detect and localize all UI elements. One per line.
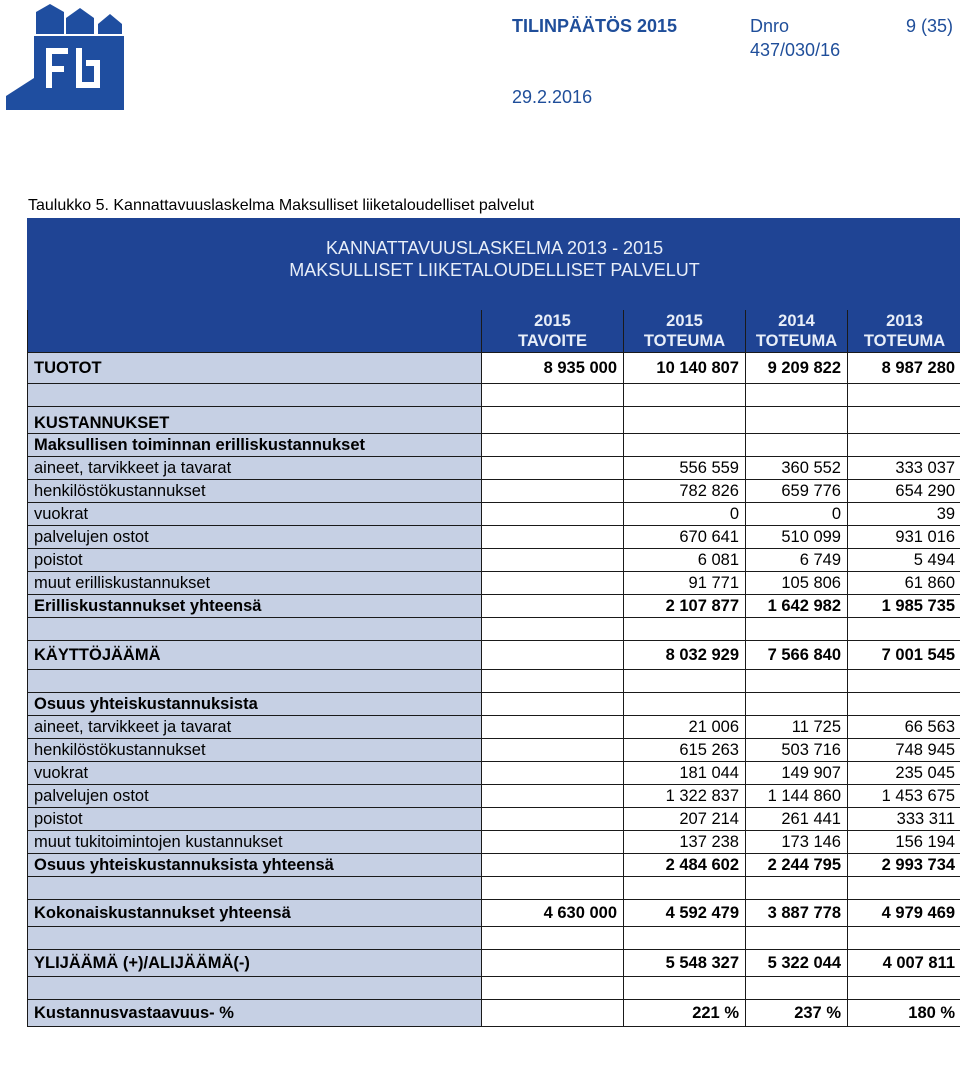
spacer-row	[28, 977, 960, 1000]
table-row: aineet, tarvikkeet ja tavarat 21 006 11 725 66 563	[28, 716, 960, 739]
table-row: muut erilliskustannukset 91 771 105 806 61 860	[28, 572, 960, 595]
table-row: henkilöstökustannukset 615 263 503 716 748 945	[28, 739, 960, 762]
table-row: muut tukitoimintojen kustannukset 137 238 173 146 156 194	[28, 831, 960, 854]
table-row: KUSTANNUKSET	[28, 407, 960, 434]
dnro-number: 437/030/16	[750, 40, 841, 60]
column-header: 2015 TAVOITE	[482, 310, 624, 353]
table-row: vuokrat 181 044 149 907 235 045	[28, 762, 960, 785]
document-date: 29.2.2016	[512, 87, 593, 107]
spacer-row	[28, 927, 960, 950]
table-row: palvelujen ostot 1 322 837 1 144 860 1 453 675	[28, 785, 960, 808]
spacer-row	[28, 670, 960, 693]
table-banner	[28, 219, 960, 310]
table-row: YLIJÄÄMÄ (+)/ALIJÄÄMÄ(-) 5 548 327 5 322 044 4 007 811	[28, 950, 960, 977]
column-header-row	[28, 310, 960, 353]
dnro-label: Dnro	[750, 16, 790, 36]
table-row: vuokrat 0 0 39	[28, 503, 960, 526]
organization-logo	[6, 4, 126, 112]
page-number: 9 (35)	[906, 16, 954, 36]
table-row: poistot 207 214 261 441 333 311	[28, 808, 960, 831]
table-row: Erilliskustannukset yhteensä 2 107 877 1 642 982 1 985 735	[28, 595, 960, 618]
spacer-row	[28, 877, 960, 900]
table-row: Kustannusvastaavuus- % 221 % 237 % 180 %	[28, 1000, 960, 1027]
column-header: 2013 TOTEUMA	[848, 310, 960, 353]
table-row: henkilöstökustannukset 782 826 659 776 654 290	[28, 480, 960, 503]
column-header: 2015 TOTEUMA	[624, 310, 746, 353]
profitability-table	[27, 218, 960, 1027]
banner-subtitle: MAKSULLISET LIIKETALOUDELLISET PALVELUT	[289, 260, 700, 280]
spacer-row	[28, 384, 960, 407]
table-row: TUOTOT 8 935 000 10 140 807 9 209 822 8 987 280	[28, 353, 960, 384]
banner-title: KANNATTAVUUSLASKELMA 2013 - 2015	[325, 238, 664, 258]
column-header: 2014 TOTEUMA	[746, 310, 848, 353]
table-row: palvelujen ostot 670 641 510 099 931 016	[28, 526, 960, 549]
table-caption: Taulukko 5. Kannattavuuslaskelma Maksulliset liiketaloudelliset palvelut	[28, 197, 535, 214]
table-row: aineet, tarvikkeet ja tavarat 556 559 360 552 333 037	[28, 457, 960, 480]
table-row: Kokonaiskustannukset yhteensä 4 630 000 4 592 479 3 887 778 4 979 469	[28, 900, 960, 927]
table-row: Maksullisen toiminnan erilliskustannukset	[28, 434, 960, 457]
table-row: KÄYTTÖJÄÄMÄ 8 032 929 7 566 840 7 001 545	[28, 641, 960, 670]
document-title: TILINPÄÄTÖS 2015	[512, 16, 678, 36]
table-row: poistot 6 081 6 749 5 494	[28, 549, 960, 572]
spacer-row	[28, 618, 960, 641]
table-row: Osuus yhteiskustannuksista yhteensä 2 484 602 2 244 795 2 993 734	[28, 854, 960, 877]
table-row: Osuus yhteiskustannuksista	[28, 693, 960, 716]
